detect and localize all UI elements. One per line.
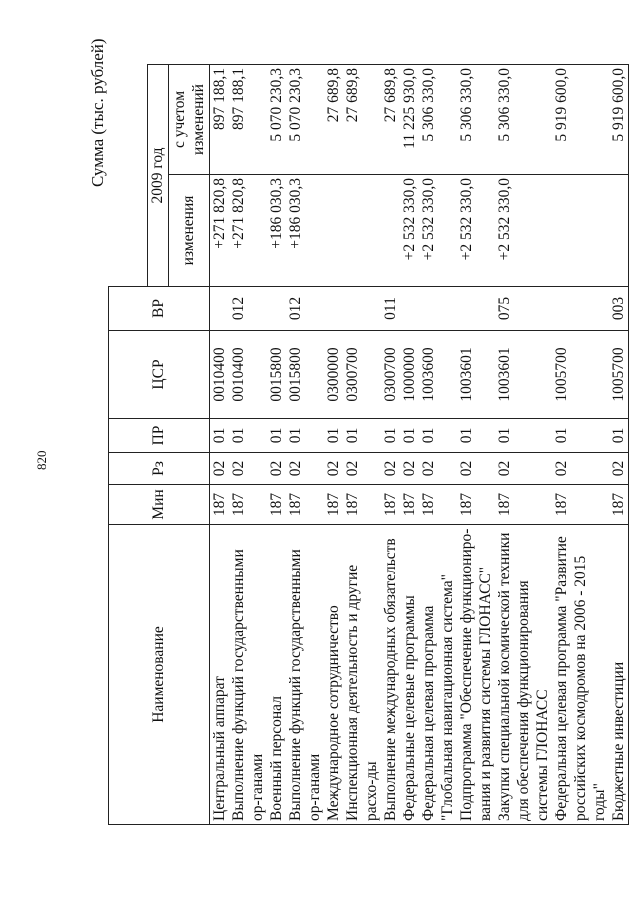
cell-min <box>229 485 267 525</box>
cell-total-text: 27 689,8 <box>324 68 342 123</box>
cell-rz-text: 02 <box>343 460 361 477</box>
header-total-line2: изменений <box>189 84 207 155</box>
cell-pr <box>495 419 552 453</box>
cell-change <box>400 175 419 287</box>
header-total-line1: с учетом <box>170 91 188 149</box>
cell-total-text: 11 225 930,0 <box>400 68 418 149</box>
cell-name-text: Федеральная целевая программа "Развитие российских космодромов на 2006 - 2015 годы" <box>552 536 608 821</box>
cell-vr <box>286 287 324 331</box>
header-year: 2009 год <box>147 65 168 287</box>
cell-rz-text: 02 <box>419 460 437 477</box>
cell-total-text: 5 919 600,0 <box>552 68 570 142</box>
cell-csr <box>552 331 609 419</box>
cell-pr <box>343 419 381 453</box>
cell-name <box>209 525 229 825</box>
cell-pr-text: 01 <box>495 427 513 444</box>
table-row <box>400 65 419 825</box>
cell-min-text: 187 <box>400 492 418 517</box>
cell-name <box>609 525 629 825</box>
cell-rz <box>609 453 629 485</box>
cell-csr-text: 1003600 <box>419 347 437 402</box>
cell-change-text: +2 532 330,0 <box>400 178 418 261</box>
cell-change <box>209 175 229 287</box>
header-total <box>168 65 209 175</box>
cell-min-text: 187 <box>552 492 570 517</box>
cell-total <box>609 65 629 175</box>
units-label: Сумма (тыс. рублей) <box>88 38 107 187</box>
cell-vr <box>324 287 343 331</box>
cell-min <box>419 485 457 525</box>
cell-vr-text: 003 <box>609 296 627 321</box>
table-row <box>229 65 267 825</box>
cell-name <box>324 525 343 825</box>
cell-name <box>400 525 419 825</box>
cell-min <box>286 485 324 525</box>
cell-min-text: 187 <box>324 492 342 517</box>
cell-total-text: 27 689,8 <box>343 68 361 123</box>
cell-vr <box>457 287 495 331</box>
cell-pr-text: 01 <box>210 427 228 444</box>
cell-min-text: 187 <box>343 492 361 517</box>
cell-pr-text: 01 <box>400 427 418 444</box>
cell-name-text: Центральный аппарат <box>210 676 228 821</box>
cell-pr-text: 01 <box>457 427 475 444</box>
cell-name-text: Закупки специальной космической техники для обеспечения функционирования системы ГЛОНАСС <box>495 532 551 821</box>
cell-change-text: +2 532 330,0 <box>495 178 513 261</box>
cell-pr <box>457 419 495 453</box>
cell-pr-text: 01 <box>419 427 437 444</box>
cell-total <box>343 65 381 175</box>
cell-name <box>552 525 609 825</box>
cell-csr <box>419 331 457 419</box>
cell-rz-text: 02 <box>457 460 475 477</box>
cell-pr-text: 01 <box>381 427 399 444</box>
cell-csr-text: 1005700 <box>552 347 570 402</box>
cell-pr-text: 01 <box>609 427 627 444</box>
cell-rz <box>552 453 609 485</box>
cell-change <box>229 175 267 287</box>
cell-pr <box>324 419 343 453</box>
cell-change <box>324 175 343 287</box>
cell-change <box>419 175 457 287</box>
cell-vr-text: 075 <box>495 296 513 321</box>
cell-rz-text: 02 <box>609 460 627 477</box>
cell-total <box>267 65 286 175</box>
cell-min-text: 187 <box>229 492 247 517</box>
cell-vr <box>229 287 267 331</box>
cell-min <box>552 485 609 525</box>
header-change: изменения <box>168 175 209 287</box>
cell-total-text: 5 070 230,3 <box>267 68 285 142</box>
cell-min-text: 187 <box>609 492 627 517</box>
cell-min-text: 187 <box>419 492 437 517</box>
cell-min <box>400 485 419 525</box>
cell-rz <box>229 453 267 485</box>
cell-total-text: 897 188,1 <box>210 68 228 130</box>
cell-change-text: +186 030,3 <box>286 178 304 249</box>
cell-name <box>267 525 286 825</box>
cell-rz <box>400 453 419 485</box>
budget-table <box>108 64 629 825</box>
cell-vr <box>609 287 629 331</box>
cell-total <box>495 65 552 175</box>
header-csr: ЦСР <box>109 331 210 419</box>
cell-name-text: Федеральные целевые программы <box>400 595 418 821</box>
cell-name-text: Бюджетные инвестиции <box>609 661 627 821</box>
cell-name-text: Выполнение функций государственными ор-ганами <box>229 549 266 821</box>
cell-csr <box>209 331 229 419</box>
cell-change <box>267 175 286 287</box>
cell-name <box>381 525 400 825</box>
cell-min <box>495 485 552 525</box>
cell-vr <box>495 287 552 331</box>
cell-min-text: 187 <box>381 492 399 517</box>
cell-rz-text: 02 <box>552 460 570 477</box>
cell-pr <box>229 419 267 453</box>
cell-total <box>400 65 419 175</box>
table-row <box>209 65 229 825</box>
cell-pr <box>609 419 629 453</box>
table-row <box>343 65 381 825</box>
cell-change <box>457 175 495 287</box>
cell-vr <box>209 287 229 331</box>
cell-csr-text: 1003601 <box>457 347 475 402</box>
cell-rz <box>209 453 229 485</box>
cell-min-text: 187 <box>210 492 228 517</box>
cell-change <box>552 175 609 287</box>
cell-rz-text: 02 <box>210 460 228 477</box>
cell-name <box>286 525 324 825</box>
cell-name-text: Инспекционная деятельность и другие расхо-ды <box>343 564 380 821</box>
cell-change <box>381 175 400 287</box>
cell-pr-text: 01 <box>286 427 304 444</box>
cell-rz <box>343 453 381 485</box>
cell-csr <box>495 331 552 419</box>
cell-csr-text: 0300000 <box>324 347 342 402</box>
cell-vr <box>343 287 381 331</box>
cell-change-text: +271 820,8 <box>229 178 247 249</box>
header-spacer <box>109 65 148 287</box>
cell-pr <box>267 419 286 453</box>
cell-rz-text: 02 <box>495 460 513 477</box>
cell-name-text: Международное сотрудничество <box>324 605 342 821</box>
table-header <box>109 65 210 825</box>
cell-total-text: 5 070 230,3 <box>286 68 304 142</box>
cell-csr <box>267 331 286 419</box>
cell-total-text: 5 919 600,0 <box>609 68 627 142</box>
cell-total <box>457 65 495 175</box>
cell-csr <box>457 331 495 419</box>
cell-pr <box>286 419 324 453</box>
table-row <box>419 65 457 825</box>
cell-total <box>419 65 457 175</box>
cell-pr <box>552 419 609 453</box>
table-row <box>267 65 286 825</box>
cell-rz <box>495 453 552 485</box>
table-row <box>381 65 400 825</box>
cell-pr-text: 01 <box>267 427 285 444</box>
cell-change-text: +186 030,3 <box>267 178 285 249</box>
cell-vr <box>552 287 609 331</box>
cell-total <box>286 65 324 175</box>
cell-total-text: 897 188,1 <box>229 68 247 130</box>
cell-vr-text: 011 <box>381 297 399 320</box>
cell-change-text: +2 532 330,0 <box>457 178 475 261</box>
cell-total <box>229 65 267 175</box>
cell-total-text: 5 306 330,0 <box>457 68 475 142</box>
cell-pr <box>400 419 419 453</box>
cell-rz <box>267 453 286 485</box>
cell-change <box>609 175 629 287</box>
cell-change-text: +271 820,8 <box>210 178 228 249</box>
cell-pr <box>209 419 229 453</box>
cell-min <box>343 485 381 525</box>
cell-name-text: Военный персонал <box>267 696 285 821</box>
cell-total <box>324 65 343 175</box>
cell-csr <box>229 331 267 419</box>
cell-rz <box>419 453 457 485</box>
cell-csr-text: 1005700 <box>609 347 627 402</box>
cell-total <box>381 65 400 175</box>
cell-vr-text: 012 <box>286 296 304 321</box>
cell-vr <box>381 287 400 331</box>
cell-csr <box>609 331 629 419</box>
cell-vr-text: 012 <box>229 296 247 321</box>
cell-pr <box>419 419 457 453</box>
cell-total <box>552 65 609 175</box>
table-row <box>552 65 609 825</box>
cell-name-text: Подпрограмма "Обеспечение функциониро-вания и развития системы ГЛОНАСС" <box>457 528 494 821</box>
cell-csr <box>400 331 419 419</box>
cell-min <box>267 485 286 525</box>
header-vr: ВР <box>109 287 210 331</box>
cell-name-text: Федеральная целевая программа "Глобальная навигационная система" <box>419 574 456 821</box>
cell-pr-text: 01 <box>552 427 570 444</box>
cell-csr-text: 0300700 <box>381 347 399 402</box>
cell-rz-text: 02 <box>381 460 399 477</box>
cell-name <box>495 525 552 825</box>
cell-min <box>381 485 400 525</box>
table-body <box>209 65 628 825</box>
cell-rz <box>457 453 495 485</box>
cell-csr-text: 0010400 <box>210 347 228 402</box>
cell-name <box>457 525 495 825</box>
table-row <box>457 65 495 825</box>
cell-total <box>209 65 229 175</box>
page-number: 820 <box>34 450 49 470</box>
cell-csr-text: 0015800 <box>286 347 304 402</box>
cell-rz-text: 02 <box>324 460 342 477</box>
cell-rz-text: 02 <box>286 460 304 477</box>
cell-pr-text: 01 <box>343 427 361 444</box>
cell-name-text: Выполнение международных обязательств <box>381 538 399 821</box>
cell-name <box>419 525 457 825</box>
cell-csr <box>286 331 324 419</box>
cell-vr <box>400 287 419 331</box>
cell-rz <box>324 453 343 485</box>
cell-total-text: 5 306 330,0 <box>495 68 513 142</box>
cell-csr-text: 0300700 <box>343 347 361 402</box>
cell-vr <box>419 287 457 331</box>
table-row <box>324 65 343 825</box>
cell-pr-text: 01 <box>229 427 247 444</box>
cell-name <box>229 525 267 825</box>
cell-total-text: 27 689,8 <box>381 68 399 123</box>
cell-min-text: 187 <box>286 492 304 517</box>
cell-change <box>343 175 381 287</box>
cell-csr-text: 1000000 <box>400 347 418 402</box>
header-min: Мин <box>109 485 210 525</box>
cell-rz <box>286 453 324 485</box>
cell-csr-text: 0015800 <box>267 347 285 402</box>
cell-rz-text: 02 <box>229 460 247 477</box>
cell-rz-text: 02 <box>400 460 418 477</box>
cell-min <box>609 485 629 525</box>
header-name: Наименование <box>109 525 210 825</box>
header-pr: ПР <box>109 419 210 453</box>
cell-pr <box>381 419 400 453</box>
cell-rz <box>381 453 400 485</box>
cell-min-text: 187 <box>457 492 475 517</box>
cell-min <box>457 485 495 525</box>
cell-total-text: 5 306 330,0 <box>419 68 437 142</box>
table-row <box>495 65 552 825</box>
cell-pr-text: 01 <box>324 427 342 444</box>
cell-change <box>286 175 324 287</box>
table-row <box>609 65 629 825</box>
cell-change <box>495 175 552 287</box>
cell-min <box>324 485 343 525</box>
cell-csr-text: 0010400 <box>229 347 247 402</box>
cell-csr-text: 1003601 <box>495 347 513 402</box>
cell-vr <box>267 287 286 331</box>
cell-csr <box>381 331 400 419</box>
cell-csr <box>324 331 343 419</box>
table-row <box>286 65 324 825</box>
cell-min <box>209 485 229 525</box>
cell-csr <box>343 331 381 419</box>
header-rz: Рз <box>109 453 210 485</box>
cell-rz-text: 02 <box>267 460 285 477</box>
cell-min-text: 187 <box>495 492 513 517</box>
cell-change-text: +2 532 330,0 <box>419 178 437 261</box>
cell-name-text: Выполнение функций государственными ор-ганами <box>286 549 323 821</box>
cell-min-text: 187 <box>267 492 285 517</box>
cell-name <box>343 525 381 825</box>
